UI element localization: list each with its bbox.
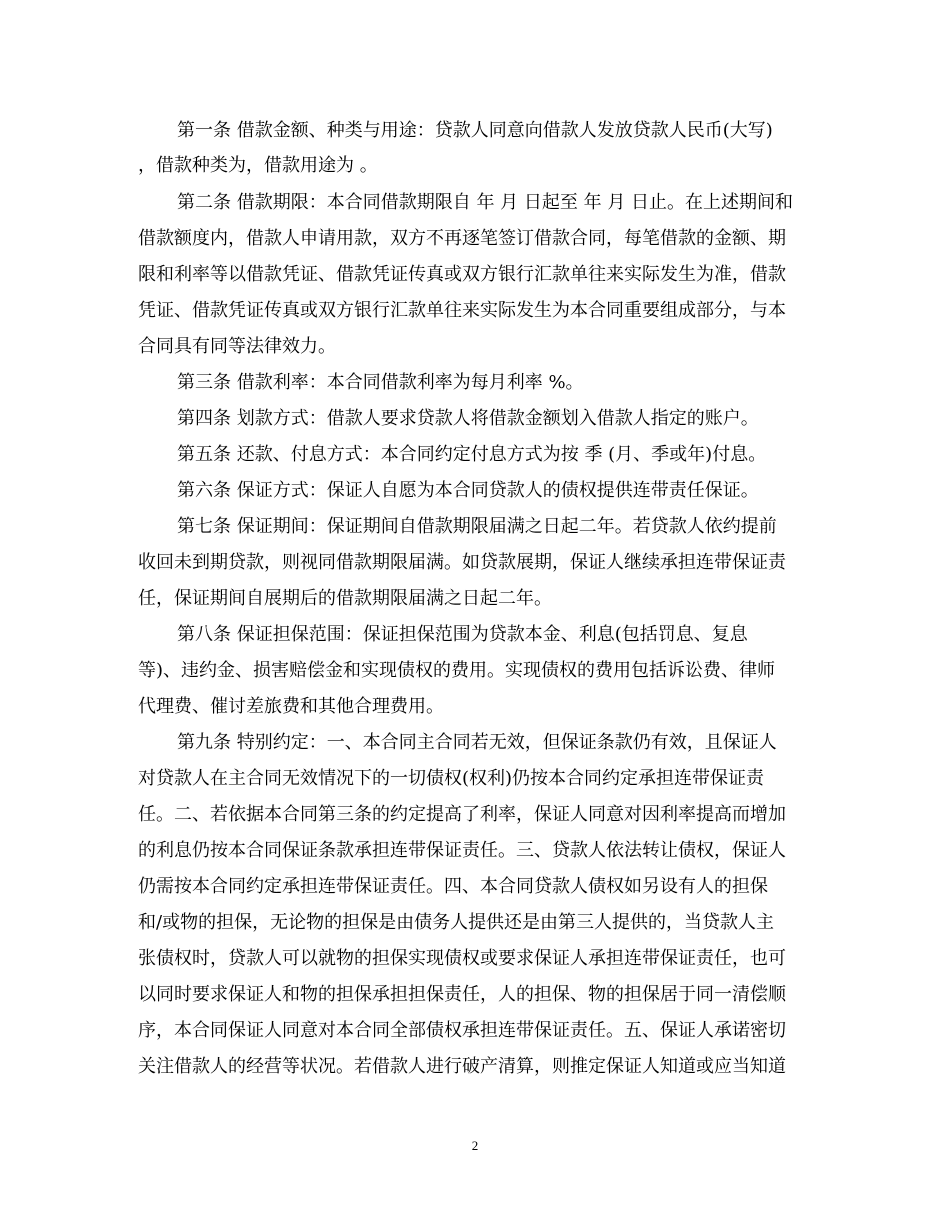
text-line: 第七条 保证期间：保证期间自借款期限届满之日起二年。若贷款人依约提前 — [177, 516, 777, 537]
text-line: 借款额度内，借款人申请用款，双方不再逐笔签订借款合同，每笔借款的金额、期 — [138, 228, 786, 249]
text-line: 任，保证期间自展期后的借款期限届满之日起二年。 — [138, 588, 552, 609]
text-line: 第五条 还款、付息方式：本合同约定付息方式为按 季 (月、季或年)付息。 — [177, 444, 767, 465]
text-line: 第九条 特别约定：一、本合同主合同若无效，但保证条款仍有效，且保证人 — [177, 732, 777, 753]
text-line: 限和利率等以借款凭证、借款凭证传真或双方银行汇款单往来实际发生为准，借款 — [138, 264, 786, 285]
text-line: 和/或物的担保，无论物的担保是由债务人提供还是由第三人提供的，当贷款人主 — [138, 912, 775, 933]
text-line: 合同具有同等法律效力。 — [138, 336, 336, 357]
text-line: 仍需按本合同约定承担连带保证责任。四、本合同贷款人债权如另设有人的担保 — [138, 876, 768, 897]
text-line: 第四条 划款方式：借款人要求贷款人将借款金额划入借款人指定的账户。 — [177, 408, 759, 429]
text-line: 第八条 保证担保范围：保证担保范围为贷款本金、利息(包括罚息、复息 — [177, 624, 748, 645]
text-line: 序，本合同保证人同意对本合同全部债权承担连带保证责任。五、保证人承诺密切 — [138, 1020, 786, 1041]
text-line: 第六条 保证方式：保证人自愿为本合同贷款人的债权提供连带责任保证。 — [177, 480, 759, 501]
text-line: 张债权时，贷款人可以就物的担保实现债权或要求保证人承担连带保证责任，也可 — [138, 948, 786, 969]
text-line: 以同时要求保证人和物的担保承担担保责任，人的担保、物的担保居于同一清偿顺 — [138, 984, 786, 1005]
text-line: 收回未到期贷款，则视同借款期限届满。如贷款展期，保证人继续承担连带保证责 — [138, 552, 786, 573]
text-line: ，借款种类为，借款用途为 。 — [138, 155, 378, 176]
text-line: 第一条 借款金额、种类与用途：贷款人同意向借款人发放贷款人民币(大写) — [177, 120, 773, 141]
text-line: 第三条 借款利率：本合同借款利率为每月利率 %。 — [177, 372, 584, 393]
text-line: 等)、违约金、损害赔偿金和实现债权的费用。实现债权的费用包括诉讼费、律师 — [138, 660, 776, 681]
page-number: 2 — [471, 1138, 479, 1153]
text-line: 的利息仍按本合同保证条款承担连带保证责任。三、贷款人依法转让债权，保证人 — [138, 840, 786, 861]
text-line: 任。二、若依据本合同第三条的约定提高了利率，保证人同意对因利率提高而增加 — [138, 804, 786, 825]
text-line: 代理费、催讨差旅费和其他合理费用。 — [138, 696, 444, 717]
text-line: 凭证、借款凭证传真或双方银行汇款单往来实际发生为本合同重要组成部分，与本 — [138, 300, 786, 321]
text-line: 第二条 借款期限：本合同借款期限自 年 月 日起至 年 月 日止。在上述期间和 — [177, 192, 794, 213]
text-line: 对贷款人在主合同无效情况下的一切债权(权利)仍按本合同约定承担连带保证责 — [138, 768, 765, 789]
text-line: 关注借款人的经营等状况。若借款人进行破产清算，则推定保证人知道或应当知道 — [138, 1056, 786, 1077]
